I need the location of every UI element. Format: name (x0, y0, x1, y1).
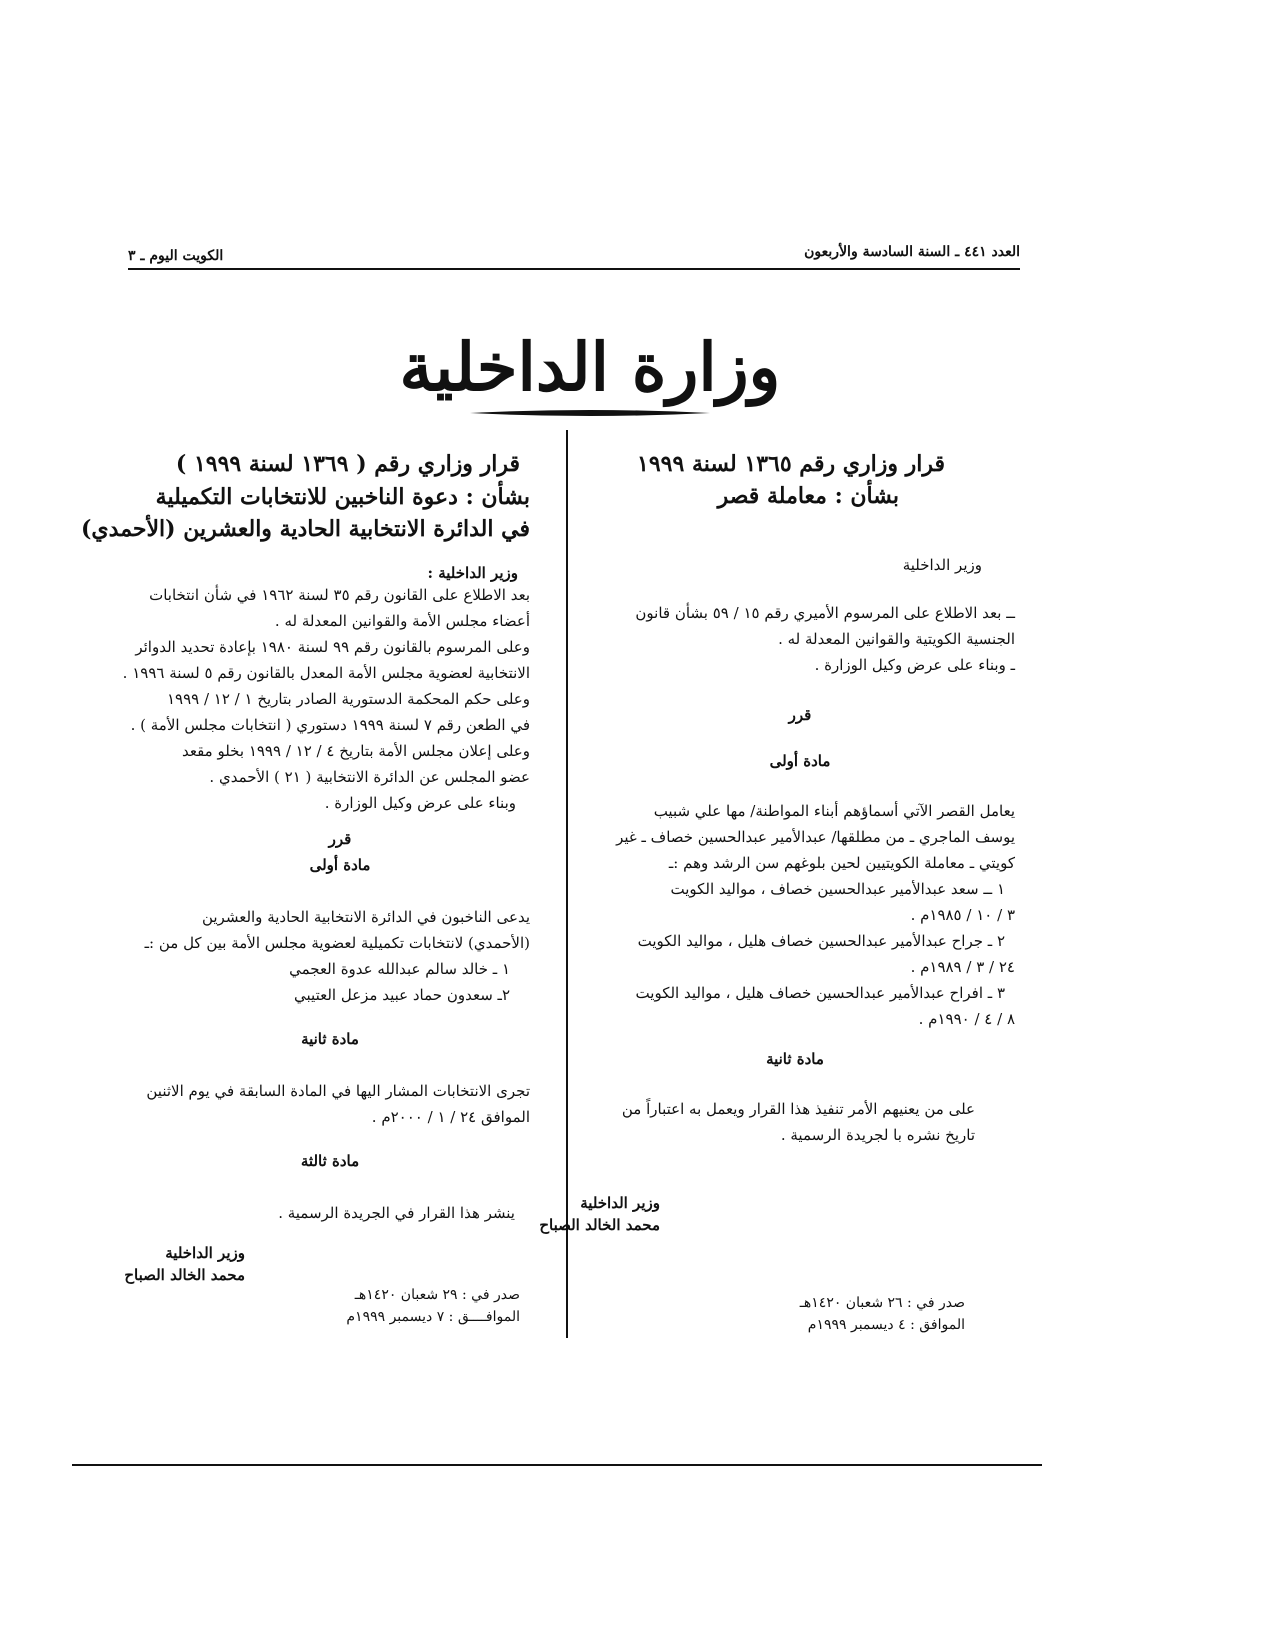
left-minister-heading: وزير الداخلية : (427, 564, 518, 582)
left-article1-line: (الأحمدي) لانتخابات تكميلية لعضوية مجلس الأمة بين كل من :ـ (144, 934, 530, 952)
left-issue-dates (346, 1284, 520, 1328)
right-issue-dates (800, 1292, 965, 1336)
left-article1-line: يدعى الناخبون في الدائرة الانتخابية الحادية والعشرين (201, 908, 530, 926)
left-preamble-line: وعلى إعلان مجلس الأمة بتاريخ ٤ / ١٢ / ١٩٩٩ بخلو مقعد (181, 742, 530, 760)
left-signature-title: وزير الداخلية (165, 1244, 245, 1262)
right-article1-title: مادة أولى (769, 752, 831, 770)
right-decided: قرر (788, 706, 812, 724)
left-article1-body (145, 904, 530, 1008)
left-issued-hijri: صدر في : ٢٩ شعبان ١٤٢٠هـ (354, 1287, 520, 1303)
issue-header: العدد ٤٤١ ـ السنة السادسة والأربعون (804, 244, 1020, 260)
candidate-item: ١ ـ خالد سالم عبدالله عدوة العجمي (289, 960, 510, 978)
left-preamble-line: في الطعن رقم ٧ لسنة ١٩٩٩ دستوري ( انتخابات مجلس الأمة ) . (130, 716, 530, 734)
left-decree-title (176, 448, 520, 480)
right-minister-heading: وزير الداخلية (902, 556, 982, 574)
minor-birthdate: ٨ / ٤ / ١٩٩٠م . (918, 1010, 1015, 1028)
right-preamble (635, 600, 1015, 678)
right-article2-line: على من يعنيهم الأمر تنفيذ هذا القرار ويعمل به اعتباراً من (621, 1100, 975, 1118)
left-article2-body (146, 1078, 530, 1130)
right-signature-title: وزير الداخلية (580, 1194, 660, 1212)
left-article2-title: مادة ثانية (301, 1030, 359, 1048)
left-decided: قرر (328, 830, 352, 848)
left-article3-title: مادة ثالثة (300, 1152, 360, 1170)
candidate-item: ٢ـ سعدون حماد عبيد مزعل العتيبي (294, 986, 510, 1004)
title-ornament (470, 405, 710, 421)
left-preamble-line: الانتخابية لعضوية مجلس الأمة المعدل بالقانون رقم ٥ لسنة ١٩٩٦ . (122, 664, 530, 682)
right-decree-subject: بشأن : معاملة قصر (717, 483, 899, 509)
left-preamble-line: عضو المجلس عن الدائرة الانتخابية ( ٢١ ) الأحمدي . (209, 768, 530, 786)
ministry-title: وزارة الداخلية (399, 328, 781, 406)
right-article2-title: مادة ثانية (766, 1050, 824, 1068)
right-minors-list (636, 876, 1015, 1032)
minor-item: ٣ ـ افراح عبدالأمير عبدالحسين خصاف هليل ، مواليد الكويت (635, 984, 1005, 1002)
left-article2-line: تجرى الانتخابات المشار اليها في المادة السابقة في يوم الاثنين (146, 1082, 530, 1100)
left-decree-subject-line: بشأن : دعوة الناخبين للانتخابات التكميلية (155, 484, 530, 510)
left-signature-name: محمد الخالد الصباح (124, 1266, 245, 1284)
left-preamble-line: بعد الاطلاع على القانون رقم ٣٥ لسنة ١٩٦٢ في شأن انتخابات (149, 586, 530, 604)
left-preamble-line: أعضاء مجلس الأمة والقوانين المعدلة له . (274, 612, 530, 630)
left-article2-line: الموافق ٢٤ / ١ / ٢٠٠٠م . (371, 1108, 530, 1126)
minor-item: ٢ ـ جراح عبدالأمير عبدالحسين خصاف هليل ، مواليد الكويت (637, 932, 1005, 950)
left-decree-title-text: قرار وزاري رقم ( ١٣٦٩ لسنة ١٩٩٩ ) (175, 451, 520, 477)
left-decree-subject (81, 481, 530, 545)
right-article1-line: يعامل القصر الآتي أسماؤهم أبناء المواطنة/ مها علي شبيب (653, 802, 1015, 820)
right-issued-gregorian: الموافق : ٤ ديسمبر ١٩٩٩م (807, 1317, 965, 1333)
right-signature-name: محمد الخالد الصباح (539, 1216, 660, 1234)
left-preamble-line: وعلى المرسوم بالقانون رقم ٩٩ لسنة ١٩٨٠ بإعادة تحديد الدوائر (135, 638, 530, 656)
minor-item: ١ ــ سعد عبدالأمير عبدالحسين خصاف ، مواليد الكويت (670, 880, 1005, 898)
left-decree-subject-line: في الدائرة الانتخابية الحادية والعشرين (الأحمدي) (81, 516, 530, 542)
right-article1-line: كويتي ـ معاملة الكويتيين لحين بلوغهم سن الرشد وهم :ـ (668, 854, 1015, 872)
left-signature (124, 1242, 245, 1286)
page-header: الكويت اليوم ـ ٣ (128, 248, 224, 264)
left-article3-body: ينشر هذا القرار في الجريدة الرسمية . (278, 1204, 515, 1222)
right-article1-line: يوسف الماجري ـ من مطلقها/ عبدالأمير عبدالحسين خصاف ـ غير (616, 828, 1015, 846)
right-article1-body (616, 798, 1015, 876)
right-preamble-line: ــ بعد الاطلاع على المرسوم الأميري رقم ١٥ / ٥٩ بشأن قانون (635, 604, 1015, 622)
right-issued-hijri: صدر في : ٢٦ شعبان ١٤٢٠هـ (799, 1295, 965, 1311)
right-decree-title-block (637, 448, 945, 512)
left-article1-title: مادة أولى (309, 856, 371, 874)
left-preamble-line: وعلى حكم المحكمة الدستورية الصادر بتاريخ ١ / ١٢ / ١٩٩٩ (166, 690, 530, 708)
footer-rule (72, 1464, 1042, 1466)
left-preamble (123, 582, 530, 816)
right-signature (539, 1192, 660, 1236)
left-issued-gregorian: الموافــــق : ٧ ديسمبر ١٩٩٩م (346, 1309, 520, 1325)
minor-birthdate: ٢٤ / ٣ / ١٩٨٩م . (910, 958, 1015, 976)
right-article2-body (622, 1096, 975, 1148)
left-preamble-line: وبناء على عرض وكيل الوزارة . (324, 794, 516, 812)
right-preamble-line: ـ وبناء على عرض وكيل الوزارة . (814, 656, 1015, 674)
right-article2-line: تاريخ نشره با لجريدة الرسمية . (780, 1126, 975, 1144)
right-preamble-line: الجنسية الكويتية والقوانين المعدلة له . (778, 630, 1015, 648)
minor-birthdate: ٣ / ١٠ / ١٩٨٥م . (910, 906, 1015, 924)
right-decree-title: قرار وزاري رقم ١٣٦٥ لسنة ١٩٩٩ (637, 451, 945, 477)
header-rule (128, 268, 1020, 270)
